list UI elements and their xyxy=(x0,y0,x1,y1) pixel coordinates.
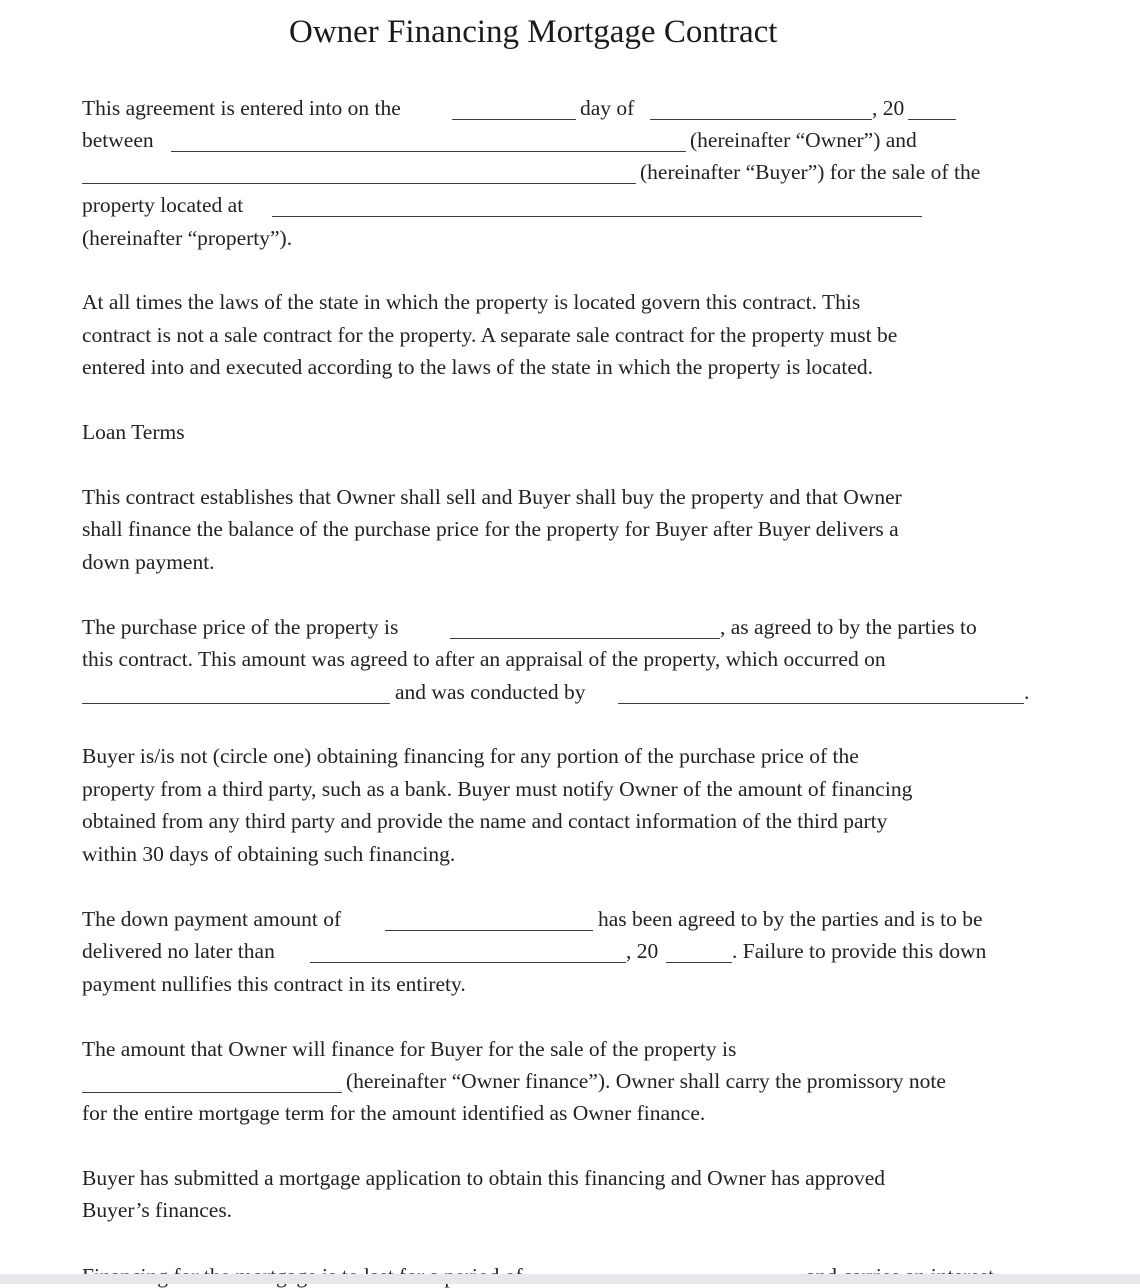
down-text-agreed: has been agreed to by the parties and is to be xyxy=(598,907,983,931)
price-text-conducted: and was conducted by xyxy=(395,680,586,704)
bottom-scroll-bar xyxy=(0,1274,1140,1284)
blank-down-payment-date[interactable] xyxy=(310,962,626,963)
blank-appraiser[interactable] xyxy=(618,703,1024,704)
finance-line-1: The amount that Owner will finance for Buyer for the sale of the property is xyxy=(82,1037,737,1061)
down-text-amount: The down payment amount of xyxy=(82,907,342,931)
laws-line-1: At all times the laws of the state in which the property is located govern this contract. This xyxy=(82,290,861,314)
blank-agreement-month[interactable] xyxy=(650,119,872,120)
price-text-agreed: , as agreed to by the parties to xyxy=(720,615,977,639)
third-party-line-1: Buyer is/is not (circle one) obtaining financing for any portion of the purchase price of the xyxy=(82,744,859,768)
blank-down-payment-year[interactable] xyxy=(666,962,732,963)
intro-text-agreement: This agreement is entered into on the xyxy=(82,96,401,120)
establish-line-1: This contract establishes that Owner shall sell and Buyer shall buy the property and that Owner xyxy=(82,485,902,509)
intro-text-between: between xyxy=(82,128,154,152)
price-line-2: this contract. This amount was agreed to after an appraisal of the property, which occurred on xyxy=(82,647,886,671)
finance-text-hereinafter: (hereinafter “Owner finance”). Owner shall carry the promissory note xyxy=(346,1069,946,1093)
price-text-period: . xyxy=(1024,680,1030,704)
third-party-line-4: within 30 days of obtaining such financing. xyxy=(82,842,456,866)
application-line-2: Buyer’s finances. xyxy=(82,1198,233,1222)
down-text-failure: . Failure to provide this down xyxy=(732,939,987,963)
intro-text-day-of: day of xyxy=(580,96,635,120)
laws-line-3: entered into and executed according to the laws of the state in which the property is located. xyxy=(82,355,874,379)
intro-text-owner: (hereinafter “Owner”) and xyxy=(690,128,917,152)
blank-owner-name[interactable] xyxy=(171,151,686,152)
blank-agreement-year[interactable] xyxy=(908,119,956,120)
blank-buyer-name[interactable] xyxy=(82,183,636,184)
blank-owner-finance-amount[interactable] xyxy=(82,1092,342,1093)
section-heading-loan-terms: Loan Terms xyxy=(82,420,185,444)
intro-text-property-def: (hereinafter “property”). xyxy=(82,226,293,250)
finance-line-3: for the entire mortgage term for the amount identified as Owner finance. xyxy=(82,1101,706,1125)
cutoff-region xyxy=(0,1234,1140,1274)
establish-line-3: down payment. xyxy=(82,550,215,574)
intro-text-buyer: (hereinafter “Buyer”) for the sale of the xyxy=(640,160,981,184)
blank-purchase-price[interactable] xyxy=(450,638,720,639)
intro-text-property-located: property located at xyxy=(82,193,244,217)
establish-line-2: shall finance the balance of the purchase price for the property for Buyer after Buyer delivers a xyxy=(82,517,899,541)
blank-agreement-day[interactable] xyxy=(452,119,576,120)
blank-down-payment-amount[interactable] xyxy=(385,930,593,931)
document-title: Owner Financing Mortgage Contract xyxy=(289,14,778,50)
price-text-purchase: The purchase price of the property is xyxy=(82,615,399,639)
third-party-line-3: obtained from any third party and provide the name and contact information of the third party xyxy=(82,809,888,833)
down-line-3: payment nullifies this contract in its entirety. xyxy=(82,972,466,996)
third-party-line-2: property from a third party, such as a bank. Buyer must notify Owner of the amount of financing xyxy=(82,777,913,801)
down-text-delivered: delivered no later than xyxy=(82,939,275,963)
blank-appraisal-date[interactable] xyxy=(82,703,390,704)
laws-line-2: contract is not a sale contract for the property. A separate sale contract for the property must be xyxy=(82,323,898,347)
application-line-1: Buyer has submitted a mortgage application to obtain this financing and Owner has approved xyxy=(82,1166,886,1190)
blank-property-address[interactable] xyxy=(272,216,922,217)
intro-text-year-prefix: , 20 xyxy=(872,96,905,120)
down-text-year-prefix: , 20 xyxy=(626,939,659,963)
